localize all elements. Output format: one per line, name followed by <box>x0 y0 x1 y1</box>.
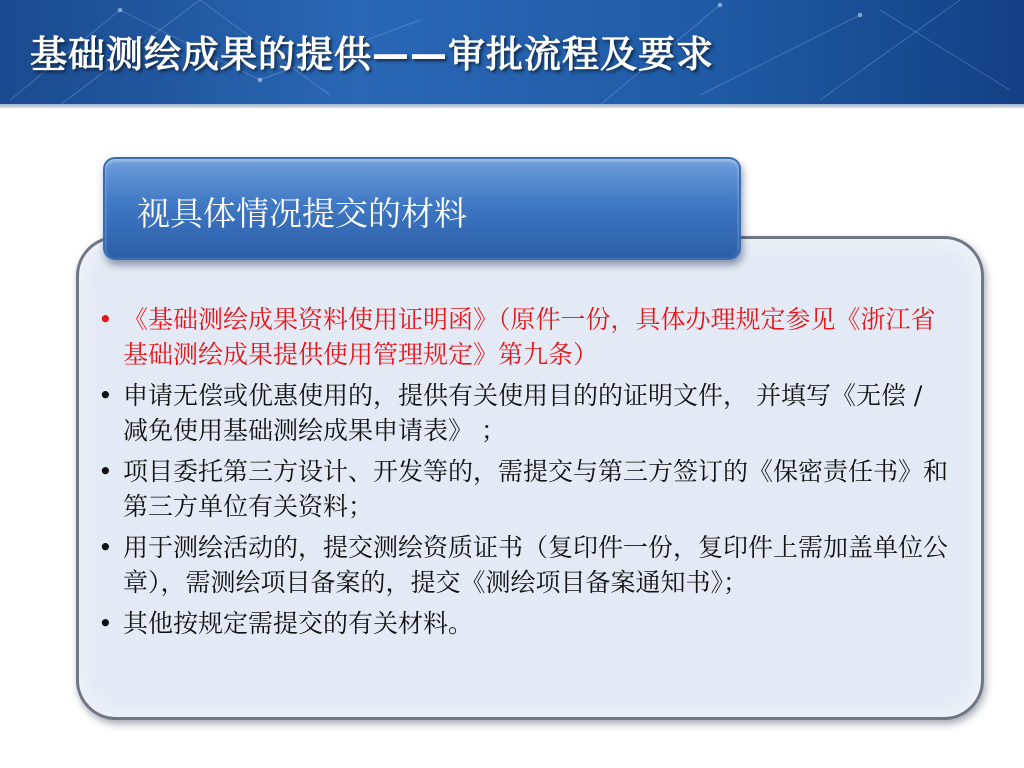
list-item-text: 其他按规定需提交的有关材料。 <box>123 609 474 638</box>
bullet-marker: • <box>98 381 113 410</box>
bullet-marker: • <box>98 609 113 638</box>
title-underline <box>0 104 1024 108</box>
bullet-marker: • <box>98 533 113 562</box>
list-item <box>96 378 952 448</box>
list-item <box>96 302 952 372</box>
title-bar <box>0 0 1024 106</box>
section-heading: 视具体情况提交的材料 <box>137 194 467 233</box>
list-item <box>96 454 952 524</box>
list-item-text: 申请无偿或优惠使用的，提供有关使用目的的证明文件， 并填写《无偿 / 减免使用基础测绘成果申请表》 ； <box>123 381 923 445</box>
list-item-text: 《基础测绘成果资料使用证明函》（原件一份，具体办理规定参见《浙江省基础测绘成果提供使用管理规定》第九条） <box>123 305 936 369</box>
bullet-marker: • <box>98 457 113 486</box>
bullet-marker: • <box>98 305 113 334</box>
list-item <box>96 530 952 600</box>
list-item-text: 项目委托第三方设计、开发等的，需提交与第三方签订的《保密责任书》和第三方单位有关资料； <box>123 457 949 521</box>
bullet-list <box>96 302 952 647</box>
slide-title: 基础测绘成果的提供——审批流程及要求 <box>30 33 714 76</box>
heading-box <box>103 157 741 260</box>
list-item-text: 用于测绘活动的，提交测绘资质证书（复印件一份，复印件上需加盖单位公章），需测绘项目备案的，提交《测绘项目备案通知书》； <box>123 533 949 597</box>
list-item <box>96 606 952 641</box>
